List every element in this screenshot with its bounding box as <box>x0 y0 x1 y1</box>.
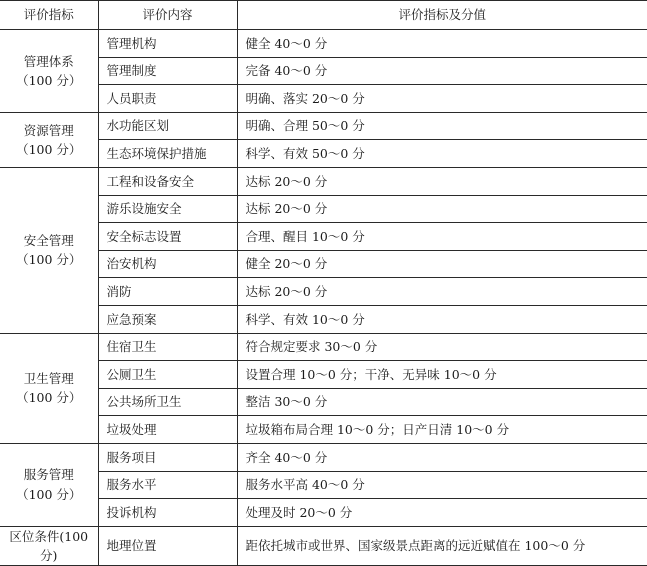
table-row <box>0 57 647 85</box>
content-cell: 游乐设施安全 <box>98 195 237 223</box>
indicator-name: 安全管理 <box>23 232 74 248</box>
table-row <box>0 167 647 195</box>
table-row <box>0 361 647 389</box>
content-cell: 住宿卫生 <box>98 333 237 361</box>
table-row <box>0 416 647 444</box>
score-cell: 垃圾箱布局合理 10～0 分；日产日清 10～0 分 <box>237 416 647 444</box>
content-cell: 管理制度 <box>98 57 237 85</box>
score-cell: 健全 40～0 分 <box>237 30 647 58</box>
table-row <box>0 195 647 223</box>
score-cell: 设置合理 10～0 分；干净、无异味 10～0 分 <box>237 361 647 389</box>
table-row <box>0 333 647 361</box>
indicator-name: 服务管理 <box>23 467 74 483</box>
indicator-points: （100 分） <box>16 141 82 157</box>
table-row <box>0 388 647 416</box>
table-header <box>0 1 647 30</box>
table-row <box>0 526 647 566</box>
content-cell: 地理位置 <box>98 526 237 566</box>
score-cell: 达标 20～0 分 <box>237 278 647 306</box>
content-cell: 生态环境保护措施 <box>98 140 237 168</box>
score-cell: 处理及时 20～0 分 <box>237 499 647 527</box>
table-row <box>0 112 647 140</box>
table-row <box>0 30 647 58</box>
score-cell: 合理、醒目 10～0 分 <box>237 223 647 251</box>
score-cell: 完备 40～0 分 <box>237 57 647 85</box>
content-cell: 人员职责 <box>98 85 237 113</box>
score-cell: 明确、合理 50～0 分 <box>237 112 647 140</box>
table-row <box>0 305 647 333</box>
table-row <box>0 250 647 278</box>
indicator-points: （100 分） <box>16 252 82 268</box>
table-row <box>0 499 647 527</box>
header-row <box>0 1 647 30</box>
indicator-cell <box>0 526 98 566</box>
table-row <box>0 471 647 499</box>
score-cell: 整洁 30～0 分 <box>237 388 647 416</box>
content-cell: 投诉机构 <box>98 499 237 527</box>
indicator-cell <box>0 333 98 443</box>
indicator-points: （100 分） <box>16 72 82 88</box>
indicator-cell <box>0 30 98 113</box>
header-content: 评价内容 <box>98 1 237 30</box>
indicator-name: 资源管理 <box>23 122 74 138</box>
score-cell: 齐全 40～0 分 <box>237 443 647 471</box>
indicator-points: （100 分） <box>16 486 82 502</box>
content-cell: 服务项目 <box>98 443 237 471</box>
table-row <box>0 443 647 471</box>
content-cell: 治安机构 <box>98 250 237 278</box>
indicator-cell <box>0 112 98 167</box>
header-indicator: 评价指标 <box>0 1 98 30</box>
score-cell: 距依托城市或世界、国家级景点距离的远近赋值在 100～0 分 <box>237 526 647 566</box>
score-cell: 科学、有效 50～0 分 <box>237 140 647 168</box>
indicator-cell <box>0 443 98 526</box>
score-cell: 健全 20～0 分 <box>237 250 647 278</box>
score-cell: 达标 20～0 分 <box>237 167 647 195</box>
content-cell: 服务水平 <box>98 471 237 499</box>
indicator-cell <box>0 167 98 333</box>
score-cell: 达标 20～0 分 <box>237 195 647 223</box>
score-cell: 科学、有效 10～0 分 <box>237 305 647 333</box>
table-body <box>0 30 647 566</box>
content-cell: 公共场所卫生 <box>98 388 237 416</box>
indicator-name: 区位条件(100 分) <box>9 528 89 564</box>
score-cell: 明确、落实 20～0 分 <box>237 85 647 113</box>
content-cell: 安全标志设置 <box>98 223 237 251</box>
table-row <box>0 85 647 113</box>
indicator-name: 卫生管理 <box>23 370 74 386</box>
indicator-points: （100 分） <box>16 390 82 406</box>
table-row <box>0 278 647 306</box>
content-cell: 垃圾处理 <box>98 416 237 444</box>
content-cell: 工程和设备安全 <box>98 167 237 195</box>
score-cell: 符合规定要求 30～0 分 <box>237 333 647 361</box>
content-cell: 消防 <box>98 278 237 306</box>
score-cell: 服务水平高 40～0 分 <box>237 471 647 499</box>
table-row <box>0 140 647 168</box>
content-cell: 水功能区划 <box>98 112 237 140</box>
content-cell: 应急预案 <box>98 305 237 333</box>
header-score: 评价指标及分值 <box>237 1 647 30</box>
indicator-name: 管理体系 <box>23 53 74 69</box>
content-cell: 公厕卫生 <box>98 361 237 389</box>
table-row <box>0 223 647 251</box>
content-cell: 管理机构 <box>98 30 237 58</box>
